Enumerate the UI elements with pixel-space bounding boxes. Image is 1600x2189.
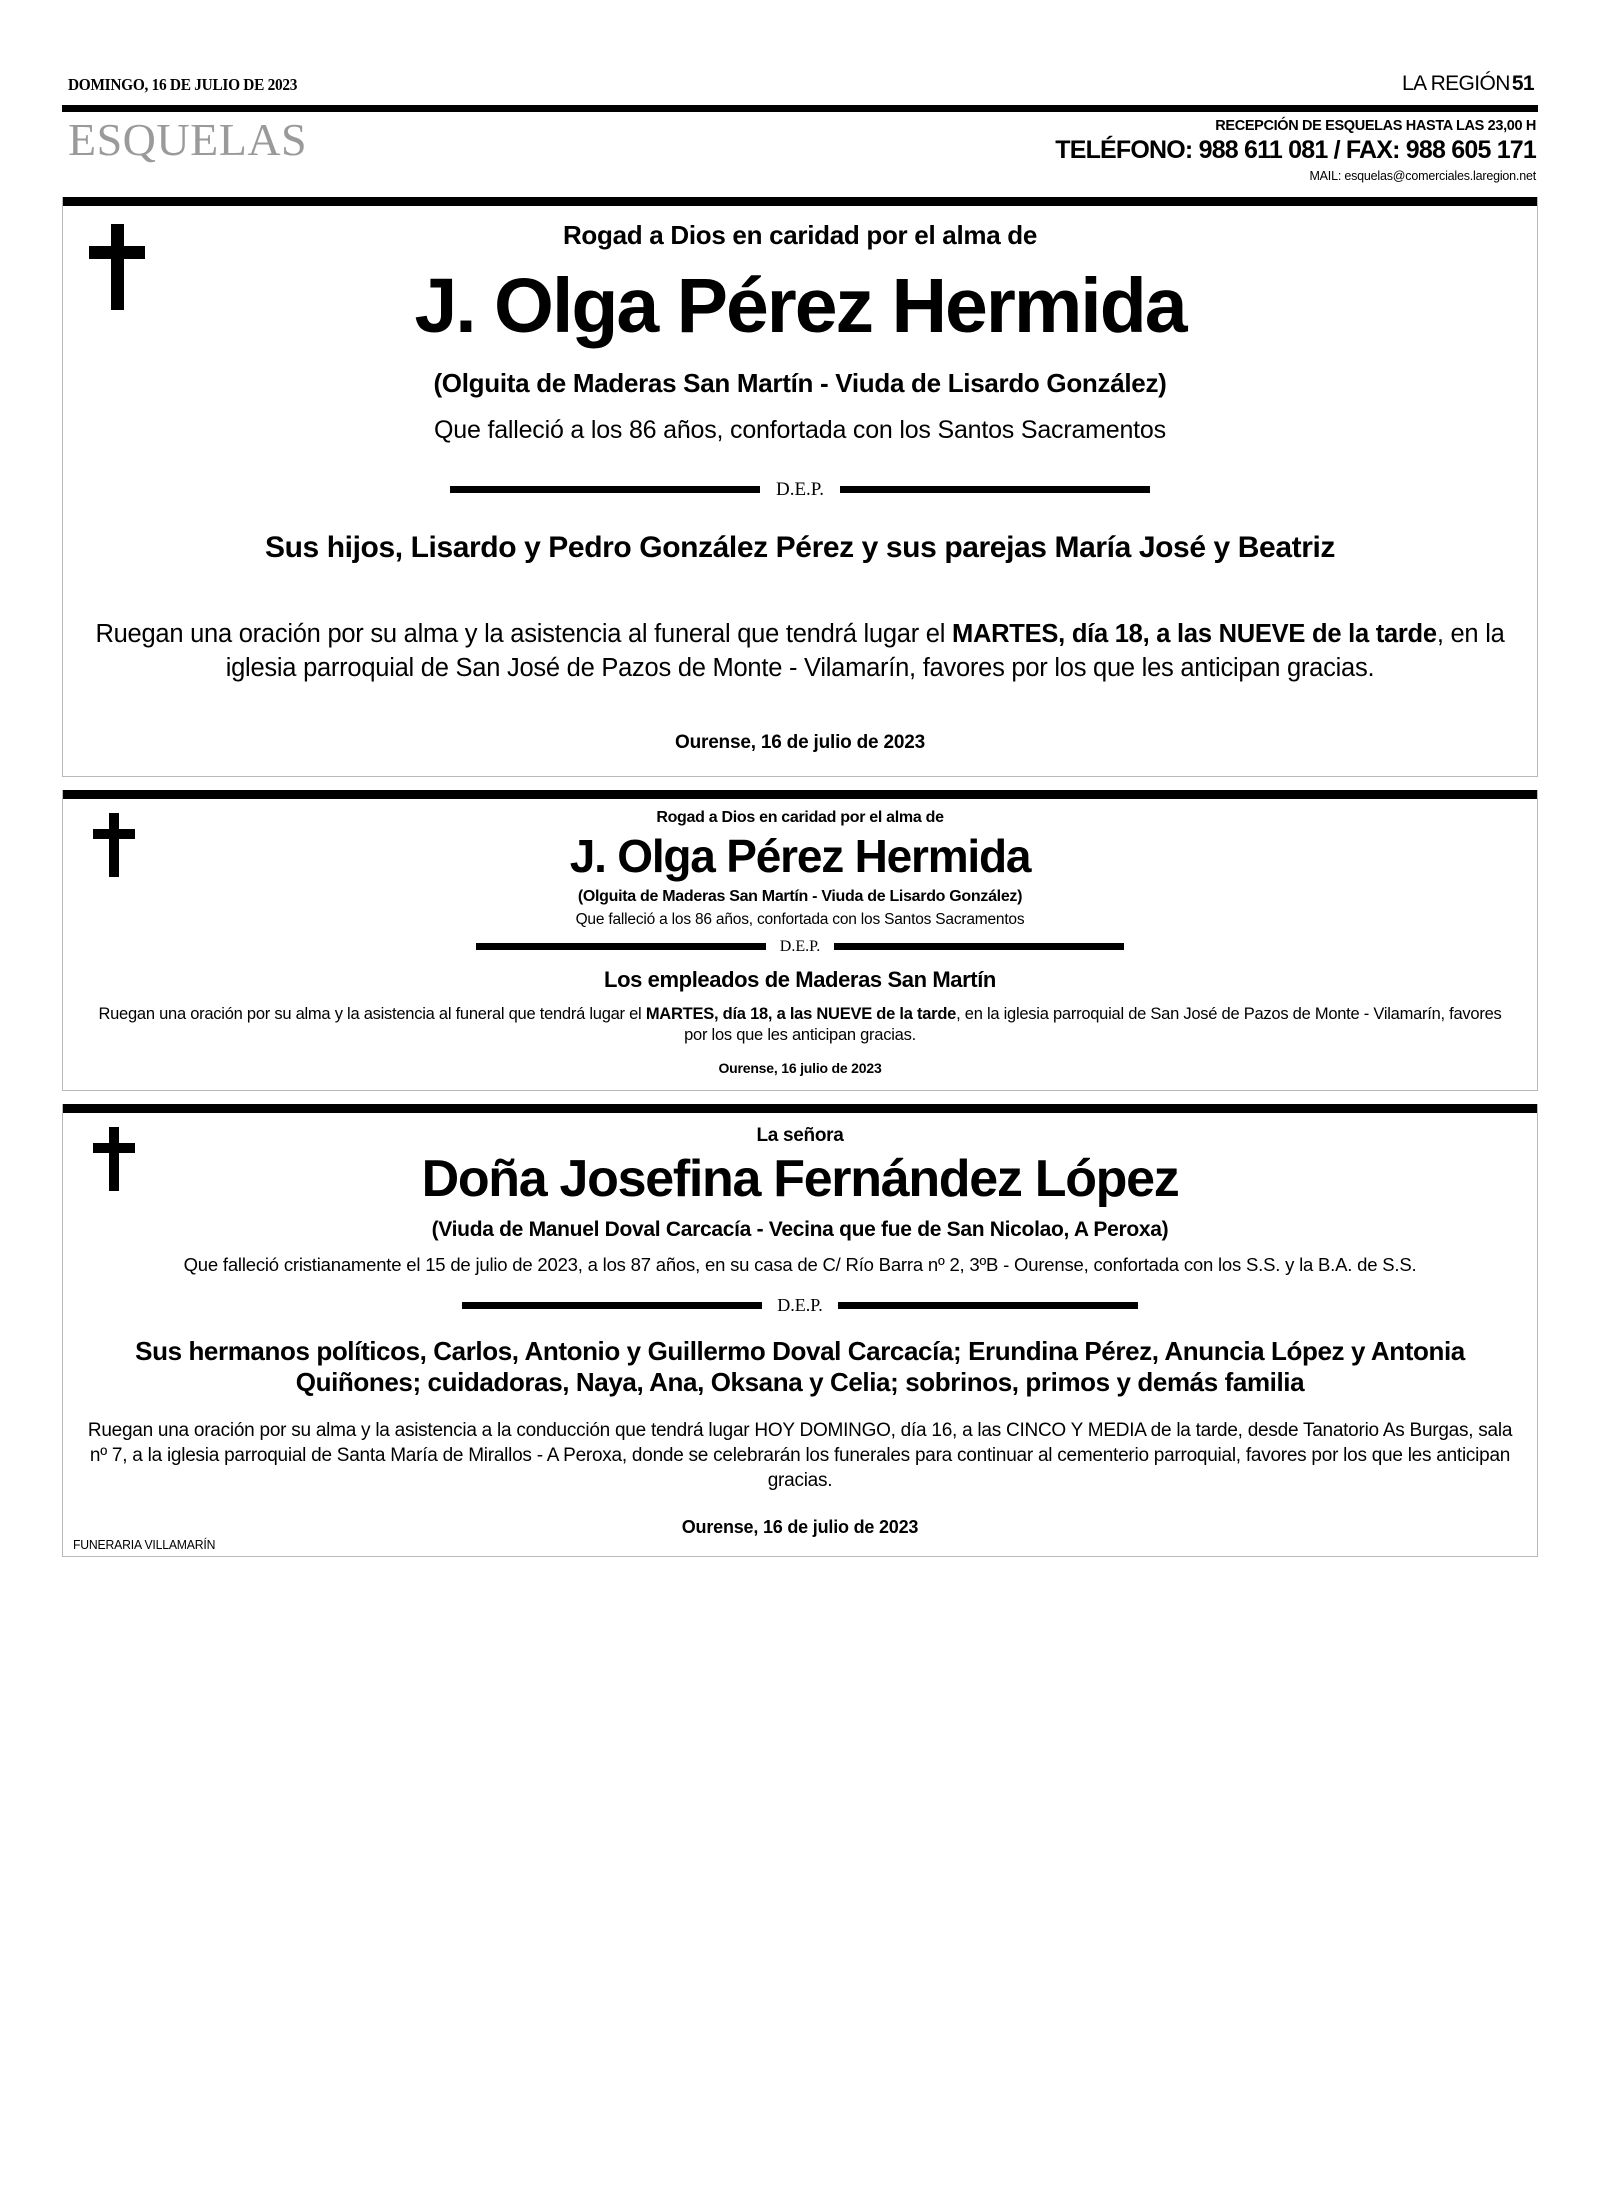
mail-line: MAIL: esquelas@comerciales.laregion.net bbox=[1309, 169, 1536, 183]
body-segment-2: , en la iglesia parroquial de San José de Pazos de Monte - Vilamarín, favores por los que les anticipan gracias. bbox=[684, 1004, 1502, 1045]
cross-icon bbox=[93, 813, 135, 877]
death-details: Que falleció a los 86 años, confortada con los Santos Sacramentos bbox=[575, 910, 1025, 928]
cross-icon bbox=[89, 224, 145, 310]
issue-date: DOMINGO, 16 DE JULIO DE 2023 bbox=[68, 75, 298, 94]
notice-content bbox=[63, 1113, 1537, 1557]
phone-fax-line: TELÉFONO: 988 611 081 / FAX: 988 605 171 bbox=[1055, 136, 1536, 164]
notice-content bbox=[63, 799, 1537, 1090]
funeral-home-label: FUNERARIA VILLAMARÍN bbox=[73, 1537, 216, 1553]
notice-lead: Rogad a Dios en caridad por el alma de bbox=[562, 220, 1038, 250]
page-number: 51 bbox=[1511, 72, 1534, 95]
dep-divider bbox=[83, 1295, 1517, 1316]
city-date: Ourense, 16 julio de 2023 bbox=[718, 1059, 882, 1076]
notice-lead: La señora bbox=[756, 1124, 844, 1146]
dep-divider bbox=[93, 938, 1507, 956]
contact-block bbox=[1055, 116, 1536, 183]
masthead-body bbox=[62, 112, 1538, 183]
body-segment-1: Ruegan una oración por su alma y la asistencia a la conducción que tendrá lugar HOY DOMINGO, día 16, a las CINCO Y MEDIA de la tarde, desde Tanatorio As Burgas, sala nº 7, a la iglesia parroquial de Santa María de Mirallos - A Peroxa, donde se celebrarán los funerales para continuar al cementerio parroquial, favores por los que les anticipan gracias. bbox=[87, 1420, 1513, 1491]
body-segment-2: , en la iglesia parroquial de San José de Pazos de Monte - Vilamarín, favores por los que les anticipan gracias. bbox=[225, 619, 1505, 683]
obituary-notice bbox=[62, 1104, 1538, 1558]
notice-top-bar bbox=[63, 197, 1537, 206]
deceased-name: Doña Josefina Fernández López bbox=[421, 1149, 1179, 1208]
dep-rule-left bbox=[450, 486, 760, 493]
obituary-notice bbox=[62, 790, 1538, 1091]
deceased-alias: (Viuda de Manuel Doval Carcacía - Vecina que fue de San Nicolao, A Peroxa) bbox=[431, 1217, 1169, 1241]
mourners-line: Sus hijos, Lisardo y Pedro González Pérez y sus parejas María José y Beatriz bbox=[264, 530, 1336, 564]
obituary-list bbox=[62, 197, 1538, 1557]
notice-top-bar bbox=[63, 790, 1537, 799]
masthead-divider bbox=[62, 105, 1538, 112]
dep-rule-left bbox=[476, 943, 766, 950]
masthead-top-line bbox=[62, 72, 1538, 96]
city-date: Ourense, 16 de julio de 2023 bbox=[681, 1517, 919, 1538]
body-emphasis: MARTES, día 18, a las NUEVE de la tarde bbox=[951, 619, 1437, 648]
dep-rule-right bbox=[834, 943, 1124, 950]
notice-body bbox=[93, 1004, 1507, 1047]
death-details: Que falleció a los 86 años, confortada con los Santos Sacramentos bbox=[434, 415, 1166, 444]
deceased-alias: (Olguita de Maderas San Martín - Viuda de Lisardo González) bbox=[577, 887, 1023, 905]
body-segment-1: Ruegan una oración por su alma y la asistencia al funeral que tendrá lugar el bbox=[95, 619, 952, 648]
deceased-name: J. Olga Pérez Hermida bbox=[569, 829, 1031, 882]
reception-notice: RECEPCIÓN DE ESQUELAS HASTA LAS 23,00 H bbox=[1215, 118, 1536, 134]
notice-top-bar bbox=[63, 1104, 1537, 1113]
body-emphasis: MARTES, día 18, a las NUEVE de la tarde bbox=[645, 1004, 957, 1023]
deceased-alias: (Olguita de Maderas San Martín - Viuda de Lisardo González) bbox=[433, 367, 1167, 398]
body-segment-1: Ruegan una oración por su alma y la asistencia al funeral que tendrá lugar el bbox=[98, 1004, 646, 1023]
notice-body bbox=[83, 1419, 1517, 1493]
notice-lead: Rogad a Dios en caridad por el alma de bbox=[656, 808, 944, 826]
cross-icon bbox=[93, 1127, 135, 1191]
dep-label: D.E.P. bbox=[779, 937, 821, 955]
dep-rule-right bbox=[840, 486, 1150, 493]
dep-label: D.E.P. bbox=[775, 478, 825, 500]
mourners-line: Los empleados de Maderas San Martín bbox=[604, 966, 996, 992]
city-date: Ourense, 16 de julio de 2023 bbox=[675, 731, 925, 753]
obituary-notice bbox=[62, 197, 1538, 777]
notice-content bbox=[63, 206, 1537, 776]
dep-rule-left bbox=[462, 1302, 762, 1309]
dep-divider bbox=[93, 479, 1507, 501]
deceased-name: J. Olga Pérez Hermida bbox=[414, 263, 1186, 349]
dep-rule-right bbox=[838, 1302, 1138, 1309]
section-title: ESQUELAS bbox=[68, 114, 308, 165]
death-details: Que falleció cristianamente el 15 de julio de 2023, a los 87 años, en su casa de C/ Río Barra nº 2, 3ºB - Ourense, confortada con los S.S. y la B.A. de S.S. bbox=[183, 1253, 1417, 1275]
mourners-line: Sus hermanos políticos, Carlos, Antonio y Guillermo Doval Carcacía; Erundina Pérez, Anuncia López y Antonia Quiñones; cuidadoras, Naya, Ana, Oksana y Celia; sobrinos, primos y demás familia bbox=[135, 1335, 1465, 1398]
paper-name: LA REGIÓN bbox=[1402, 72, 1510, 95]
paper-brand bbox=[1402, 72, 1534, 96]
dep-label: D.E.P. bbox=[777, 1294, 823, 1315]
notice-body bbox=[93, 617, 1507, 686]
